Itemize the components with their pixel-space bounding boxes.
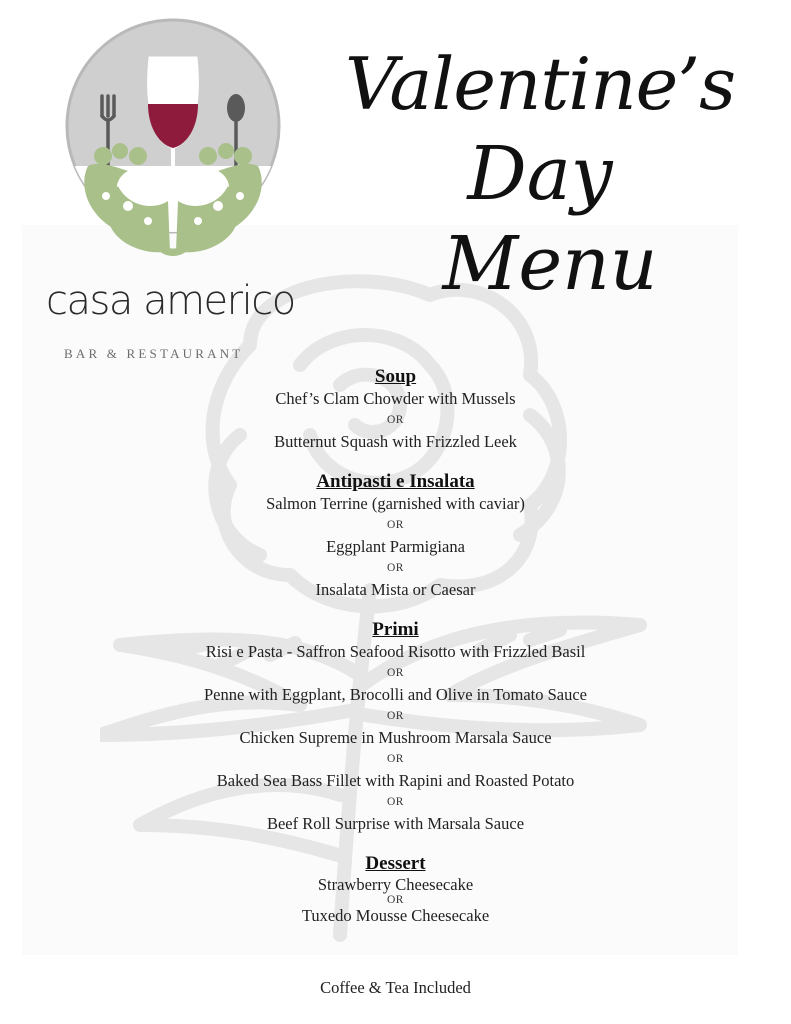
or-separator: OR bbox=[387, 796, 404, 808]
menu-item: Tuxedo Mousse Cheesecake bbox=[301, 906, 490, 925]
menu-body bbox=[0, 366, 791, 945]
title-line-1: Valentine’s bbox=[345, 42, 736, 126]
or-separator: OR bbox=[387, 710, 404, 722]
title-line-3: Menu bbox=[442, 221, 658, 308]
or-separator: OR bbox=[387, 894, 404, 906]
menu-item: Salmon Terrine (garnished with caviar) bbox=[266, 494, 525, 513]
section-heading: Dessert bbox=[365, 853, 426, 874]
footer-note: Coffee & Tea Included bbox=[320, 978, 471, 997]
or-separator: OR bbox=[387, 414, 404, 426]
brand-subtitle: BAR & RESTAURANT bbox=[64, 346, 244, 361]
menu-item: Butternut Squash with Frizzled Leek bbox=[274, 432, 517, 451]
section-soup bbox=[0, 366, 791, 452]
or-separator: OR bbox=[387, 562, 404, 574]
menu-item: Penne with Eggplant, Brocolli and Olive in Tomato Sauce bbox=[203, 685, 587, 704]
menu-item: Chicken Supreme in Mushroom Marsala Sauce bbox=[239, 728, 552, 747]
or-separator: OR bbox=[387, 519, 404, 531]
wine-glass-logo-icon bbox=[58, 16, 288, 276]
menu-item: Chef’s Clam Chowder with Mussels bbox=[275, 389, 516, 408]
title-line-2: Day bbox=[467, 130, 613, 217]
menu-title bbox=[345, 42, 736, 308]
section-dessert bbox=[0, 853, 791, 926]
section-heading: Primi bbox=[372, 619, 419, 640]
menu-item: Strawberry Cheesecake bbox=[317, 875, 474, 894]
menu-item: Insalata Mista or Caesar bbox=[315, 580, 476, 599]
restaurant-logo bbox=[40, 16, 330, 376]
section-heading: Soup bbox=[374, 366, 417, 387]
menu-item: Eggplant Parmigiana bbox=[326, 537, 465, 556]
section-heading: Antipasti e Insalata bbox=[316, 471, 475, 492]
menu-item: Baked Sea Bass Fillet with Rapini and Roasted Potato bbox=[216, 771, 575, 790]
menu-item: Beef Roll Surprise with Marsala Sauce bbox=[266, 814, 525, 833]
menu-item: Risi e Pasta - Saffron Seafood Risotto with Frizzled Basil bbox=[205, 642, 586, 661]
section-primi bbox=[0, 619, 791, 834]
or-separator: OR bbox=[387, 753, 404, 765]
section-antipasti bbox=[0, 471, 791, 600]
brand-name: casa americo bbox=[46, 278, 295, 324]
or-separator: OR bbox=[387, 667, 404, 679]
